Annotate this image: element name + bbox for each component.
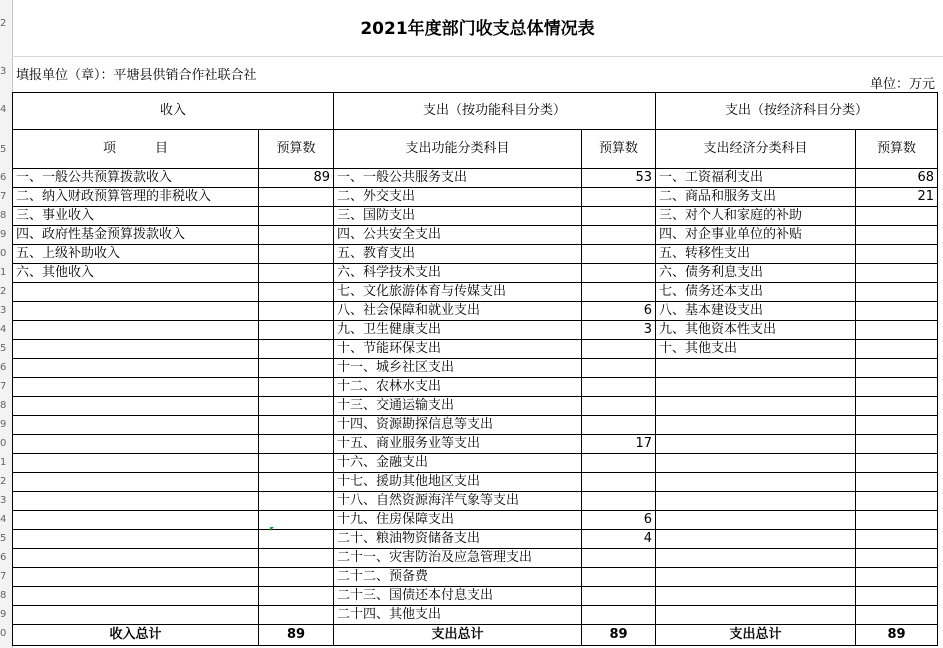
econ-label-cell[interactable]: 四、对企事业单位的补贴 [656,226,856,245]
func-label-cell[interactable]: 九、卫生健康支出 [334,321,582,340]
econ-label-cell[interactable] [656,359,856,378]
income-value-cell[interactable] [259,283,334,302]
func-value-cell[interactable]: 4 [582,530,656,549]
income-label-cell[interactable] [13,511,259,530]
row-number[interactable]: 7 [0,191,7,202]
econ-value-cell[interactable] [856,245,938,264]
table-row [13,207,938,226]
func-value-cell[interactable] [582,397,656,416]
sheet-title[interactable]: 2021年度部门收支总体情况表 [360,19,595,39]
func-label-cell[interactable]: 二十二、预备费 [334,568,582,587]
func-value-cell[interactable] [582,606,656,625]
func-value-cell[interactable] [582,264,656,283]
econ-value-cell[interactable]: 21 [856,188,938,207]
income-label-cell[interactable] [13,340,259,359]
econ-value-cell[interactable] [856,340,938,359]
econ-value-cell[interactable] [856,454,938,473]
table-row [13,606,938,625]
table-row [13,568,938,587]
econ-value-cell[interactable] [856,226,938,245]
func-value-cell[interactable] [582,473,656,492]
income-label-cell[interactable]: 五、上级补助收入 [13,245,259,264]
income-value-cell[interactable] [259,359,334,378]
econ-label-cell[interactable]: 五、转移性支出 [656,245,856,264]
econ-value-cell[interactable] [856,473,938,492]
income-value-cell[interactable] [259,245,334,264]
func-value-cell[interactable]: 6 [582,511,656,530]
econ-label-cell[interactable] [656,435,856,454]
econ-label-cell[interactable] [656,530,856,549]
table-row [13,492,938,511]
econ-label-cell[interactable]: 十、其他支出 [656,340,856,359]
econ-value-cell[interactable] [856,321,938,340]
func-value-cell[interactable] [582,378,656,397]
table-row [13,473,938,492]
econ-value-cell[interactable] [856,283,938,302]
econ-label-cell[interactable] [656,416,856,435]
econ-label-cell[interactable] [656,492,856,511]
econ-value-cell[interactable] [856,492,938,511]
row-number[interactable]: 4 [0,324,7,335]
func-label-cell[interactable]: 十四、资源勘探信息等支出 [334,416,582,435]
row-number[interactable]: 0 [0,248,7,259]
func-value-cell[interactable] [582,549,656,568]
row-number[interactable]: 9 [0,609,7,620]
income-value-cell[interactable] [259,473,334,492]
econ-total-label[interactable]: 支出总计 [656,625,856,646]
income-value-cell[interactable]: 89 [259,169,334,188]
econ-label-cell[interactable]: 二、商品和服务支出 [656,188,856,207]
row-number[interactable]: 4 [0,514,7,525]
econ-value-cell[interactable] [856,511,938,530]
econ-label-cell[interactable]: 九、其他资本性支出 [656,321,856,340]
func-label-cell[interactable]: 二十一、灾害防治及应急管理支出 [334,549,582,568]
header-row-1 [13,93,938,130]
func-total-value[interactable]: 89 [582,625,656,646]
grid-line [12,56,943,57]
func-value-cell[interactable] [582,245,656,264]
income-label-cell[interactable] [13,359,259,378]
income-value-cell[interactable] [259,321,334,340]
table-row [13,302,938,321]
econ-value-cell[interactable] [856,207,938,226]
func-value-cell[interactable] [582,568,656,587]
row-number[interactable]: 5 [0,144,7,155]
income-value-cell[interactable] [259,302,334,321]
unit-label[interactable]: 单位：万元 [869,77,935,92]
spreadsheet [12,0,943,648]
func-value-cell[interactable] [582,283,656,302]
budget-header[interactable]: 预算数 [856,130,938,169]
func-label-cell[interactable]: 十八、自然资源海洋气象等支出 [334,492,582,511]
econ-label-cell[interactable] [656,473,856,492]
table-row [13,188,938,207]
income-total-label[interactable]: 收入总计 [13,625,259,646]
row-number[interactable]: 7 [0,571,7,582]
row-number[interactable]: 1 [0,267,7,278]
income-label-cell[interactable] [13,530,259,549]
row-number[interactable]: 0 [0,628,7,639]
econ-exp-header[interactable]: 支出（按经济科目分类） [656,93,938,130]
income-value-cell[interactable] [259,188,334,207]
econ-value-cell[interactable] [856,378,938,397]
income-label-cell[interactable]: 一、一般公共预算拨款收入 [13,169,259,188]
income-label-cell[interactable] [13,378,259,397]
income-value-cell[interactable] [259,226,334,245]
table-row [13,511,938,530]
econ-value-cell[interactable] [856,530,938,549]
income-value-cell[interactable] [259,492,334,511]
table-row [13,169,938,188]
income-value-cell[interactable] [259,264,334,283]
econ-value-cell[interactable] [856,359,938,378]
func-label-cell[interactable]: 二十三、国债还本付息支出 [334,587,582,606]
income-value-cell[interactable] [259,435,334,454]
func-label-cell[interactable]: 十二、农林水支出 [334,378,582,397]
func-label-cell[interactable]: 十五、商业服务业等支出 [334,435,582,454]
income-label-cell[interactable] [13,587,259,606]
func-value-cell[interactable] [582,359,656,378]
func-value-cell[interactable] [582,188,656,207]
table-row [13,378,938,397]
row-number[interactable]: 8 [0,590,7,601]
func-label-cell[interactable]: 二、外交支出 [334,188,582,207]
row-number[interactable]: 2 [0,286,7,297]
table-row [13,397,938,416]
econ-value-cell[interactable] [856,568,938,587]
table-row [13,530,938,549]
econ-label-cell[interactable] [656,606,856,625]
econ-label-cell[interactable]: 八、基本建设支出 [656,302,856,321]
econ-label-cell[interactable] [656,397,856,416]
table-row [13,549,938,568]
econ-value-cell[interactable] [856,606,938,625]
econ-value-cell[interactable] [856,397,938,416]
func-value-cell[interactable] [582,587,656,606]
econ-label-cell[interactable] [656,549,856,568]
reporting-unit[interactable]: 填报单位（章）：平塘县供销合作社联合社 [16,68,257,83]
econ-value-cell[interactable] [856,549,938,568]
table-row [13,340,938,359]
income-value-cell[interactable] [259,397,334,416]
total-row [13,625,938,646]
income-label-cell[interactable]: 六、其他收入 [13,264,259,283]
income-label-cell[interactable]: 二、纳入财政预算管理的非税收入 [13,188,259,207]
func-label-cell[interactable]: 十九、住房保障支出 [334,511,582,530]
econ-label-cell[interactable]: 六、债务利息支出 [656,264,856,283]
income-value-cell[interactable] [259,416,334,435]
func-value-cell[interactable] [582,340,656,359]
income-value-cell[interactable] [259,207,334,226]
econ-label-cell[interactable]: 三、对个人和家庭的补助 [656,207,856,226]
income-value-cell[interactable] [259,378,334,397]
income-value-cell[interactable] [259,530,334,549]
table-row [13,454,938,473]
row-number[interactable]: 9 [0,229,7,240]
income-label-cell[interactable] [13,321,259,340]
income-label-cell[interactable] [13,302,259,321]
func-label-cell[interactable]: 十六、金融支出 [334,454,582,473]
func-value-cell[interactable] [582,492,656,511]
func-value-cell[interactable] [582,226,656,245]
econ-value-cell[interactable] [856,264,938,283]
row-number[interactable]: 1 [0,457,7,468]
income-value-cell[interactable] [259,340,334,359]
func-label-cell[interactable]: 二十、粮油物资储备支出 [334,530,582,549]
row-number[interactable]: 3 [0,66,7,77]
income-label-cell[interactable] [13,492,259,511]
budget-header[interactable]: 预算数 [582,130,656,169]
func-value-cell[interactable]: 17 [582,435,656,454]
func-exp-header[interactable]: 支出（按功能科目分类） [334,93,656,130]
income-label-cell[interactable]: 三、事业收入 [13,207,259,226]
econ-value-cell[interactable] [856,587,938,606]
income-value-cell[interactable] [259,568,334,587]
row-number[interactable]: 5 [0,533,7,544]
row-number[interactable]: 6 [0,172,7,183]
row-number[interactable]: 8 [0,400,7,411]
func-label-cell[interactable]: 四、公共安全支出 [334,226,582,245]
item-header[interactable]: 项 目 [13,130,259,169]
func-label-cell[interactable]: 三、国防支出 [334,207,582,226]
row-number[interactable]: 2 [0,476,7,487]
income-value-cell[interactable] [259,454,334,473]
func-label-cell[interactable]: 二十四、其他支出 [334,606,582,625]
econ-total-value[interactable]: 89 [856,625,938,646]
func-value-cell[interactable] [582,207,656,226]
econ-label-cell[interactable]: 一、工资福利支出 [656,169,856,188]
row-number[interactable]: 9 [0,419,7,430]
table-row [13,245,938,264]
income-label-cell[interactable] [13,435,259,454]
func-value-cell[interactable]: 53 [582,169,656,188]
income-label-cell[interactable] [13,283,259,302]
table-row [13,435,938,454]
func-value-cell[interactable]: 3 [582,321,656,340]
func-value-cell[interactable]: 6 [582,302,656,321]
func-label-cell[interactable]: 十、节能环保支出 [334,340,582,359]
row-number[interactable]: 0 [0,438,7,449]
row-number[interactable]: 8 [0,210,7,221]
income-label-cell[interactable] [13,454,259,473]
table-row [13,416,938,435]
econ-label-cell[interactable] [656,378,856,397]
income-value-cell[interactable] [259,587,334,606]
econ-label-cell[interactable] [656,454,856,473]
row-number[interactable]: 2 [0,18,7,29]
income-header[interactable]: 收入 [13,93,334,130]
econ-value-cell[interactable] [856,435,938,454]
econ-label-cell[interactable] [656,587,856,606]
income-value-cell[interactable] [259,549,334,568]
budget-header[interactable]: 预算数 [259,130,334,169]
income-label-cell[interactable] [13,397,259,416]
econ-label-cell[interactable] [656,511,856,530]
budget-table [12,92,938,646]
row-number[interactable]: 6 [0,362,7,373]
header-row-2 [13,130,938,169]
econ-value-cell[interactable] [856,302,938,321]
func-label-cell[interactable]: 一、一般公共服务支出 [334,169,582,188]
table-row [13,321,938,340]
func-label-cell[interactable]: 十一、城乡社区支出 [334,359,582,378]
row-number[interactable]: 3 [0,495,7,506]
table-row [13,359,938,378]
table-row [13,264,938,283]
econ-value-cell[interactable] [856,416,938,435]
income-label-cell[interactable] [13,549,259,568]
func-label-cell[interactable]: 七、文化旅游体育与传媒支出 [334,283,582,302]
table-row [13,587,938,606]
func-label-cell[interactable]: 五、教育支出 [334,245,582,264]
cell-comment-marker [270,527,274,531]
income-total-value[interactable]: 89 [259,625,334,646]
income-label-cell[interactable] [13,568,259,587]
income-value-cell[interactable] [259,606,334,625]
income-label-cell[interactable]: 四、政府性基金预算拨款收入 [13,226,259,245]
income-label-cell[interactable] [13,416,259,435]
row-number[interactable]: 6 [0,552,7,563]
table-row [13,283,938,302]
func-label-cell[interactable]: 八、社会保障和就业支出 [334,302,582,321]
func-label-cell[interactable]: 十七、援助其他地区支出 [334,473,582,492]
econ-label-cell[interactable]: 七、债务还本支出 [656,283,856,302]
func-label-cell[interactable]: 六、科学技术支出 [334,264,582,283]
func-total-label[interactable]: 支出总计 [334,625,582,646]
func-value-cell[interactable] [582,454,656,473]
income-label-cell[interactable] [13,473,259,492]
row-number[interactable]: 5 [0,343,7,354]
func-label-cell[interactable]: 十三、交通运输支出 [334,397,582,416]
econ-item-header[interactable]: 支出经济分类科目 [656,130,856,169]
table-row [13,226,938,245]
econ-value-cell[interactable]: 68 [856,169,938,188]
income-label-cell[interactable] [13,606,259,625]
row-number[interactable]: 7 [0,381,7,392]
row-number[interactable]: 4 [0,104,7,115]
func-value-cell[interactable] [582,416,656,435]
row-number[interactable]: 3 [0,305,7,316]
econ-label-cell[interactable] [656,568,856,587]
func-item-header[interactable]: 支出功能分类科目 [334,130,582,169]
